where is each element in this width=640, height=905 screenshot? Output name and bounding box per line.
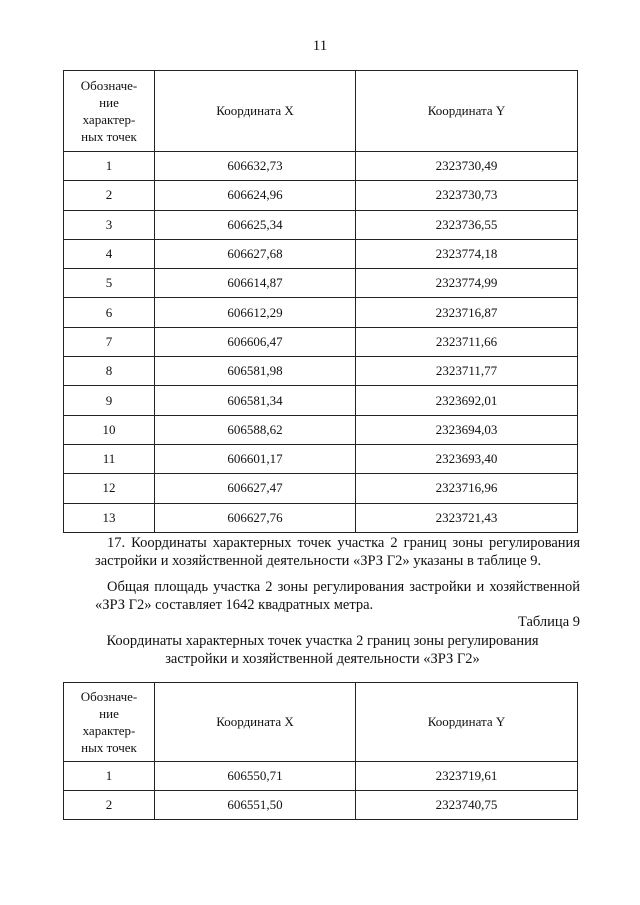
table-row — [64, 474, 578, 503]
point-id-cell: 4 — [64, 239, 155, 268]
table-row — [64, 210, 578, 239]
coord-x-cell: 606581,98 — [155, 357, 356, 386]
coord-y-cell: 2323711,77 — [356, 357, 578, 386]
coord-y-cell: 2323716,87 — [356, 298, 578, 327]
table-row — [64, 269, 578, 298]
coord-y-cell: 2323694,03 — [356, 415, 578, 444]
coord-x-cell: 606550,71 — [155, 762, 356, 791]
header-coord-x: Координата X — [155, 71, 356, 152]
coordinates-table-9 — [63, 682, 578, 820]
table-row — [64, 357, 578, 386]
point-id-cell: 6 — [64, 298, 155, 327]
coord-y-cell: 2323711,66 — [356, 327, 578, 356]
table-header-row — [64, 683, 578, 762]
coordinates-table-8 — [63, 70, 578, 533]
coord-x-cell: 606625,34 — [155, 210, 356, 239]
point-id-cell: 12 — [64, 474, 155, 503]
coord-x-cell: 606632,73 — [155, 152, 356, 181]
coord-y-cell: 2323740,75 — [356, 791, 578, 820]
coord-y-cell: 2323693,40 — [356, 444, 578, 473]
point-id-cell: 2 — [64, 791, 155, 820]
point-id-cell: 10 — [64, 415, 155, 444]
point-id-cell: 1 — [64, 762, 155, 791]
paragraph-17-text: 17. Координаты характерных точек участка 2 границ зоны регулирования застройки и хозяйственной деятельности «ЗРЗ Г2» указаны в таблице 9. — [95, 535, 580, 569]
coord-x-cell: 606627,47 — [155, 474, 356, 503]
coord-x-cell: 606627,68 — [155, 239, 356, 268]
table-row — [64, 239, 578, 268]
coord-y-cell: 2323692,01 — [356, 386, 578, 415]
point-id-cell: 2 — [64, 181, 155, 210]
table-row — [64, 386, 578, 415]
coord-y-cell: 2323730,73 — [356, 181, 578, 210]
coord-y-cell: 2323716,96 — [356, 474, 578, 503]
table-label: Таблица 9 — [517, 614, 580, 630]
point-id-cell: 5 — [64, 269, 155, 298]
coord-x-cell: 606581,34 — [155, 386, 356, 415]
coord-x-cell: 606624,96 — [155, 181, 356, 210]
coord-y-cell: 2323736,55 — [356, 210, 578, 239]
header-point-id: Обозначе- ние характер- ных точек — [64, 71, 155, 152]
paragraph-area-text: Общая площадь участка 2 зоны регулирования застройки и хозяйственной «ЗРЗ Г2» составляет 1642 квадратных метра. — [95, 579, 580, 613]
point-id-cell: 7 — [64, 327, 155, 356]
table-row — [64, 181, 578, 210]
point-id-cell: 1 — [64, 152, 155, 181]
table-caption: Координаты характерных точек участка 2 границ зоны регулирования застройки и хозяйственной деятельности «ЗРЗ Г2» — [106, 633, 539, 667]
coord-x-cell: 606612,29 — [155, 298, 356, 327]
coord-y-cell: 2323774,18 — [356, 239, 578, 268]
coord-y-cell: 2323719,61 — [356, 762, 578, 791]
point-id-cell: 13 — [64, 503, 155, 532]
header-coord-x: Координата X — [155, 683, 356, 762]
page-number: 11 — [312, 38, 328, 54]
coord-y-cell: 2323730,49 — [356, 152, 578, 181]
coord-x-cell: 606606,47 — [155, 327, 356, 356]
table-header-row — [64, 71, 578, 152]
point-id-cell: 11 — [64, 444, 155, 473]
point-id-cell: 3 — [64, 210, 155, 239]
coord-y-cell: 2323721,43 — [356, 503, 578, 532]
paragraph-area — [95, 578, 580, 614]
table-row — [64, 503, 578, 532]
table-row — [64, 791, 578, 820]
table-row — [64, 152, 578, 181]
table-row — [64, 415, 578, 444]
table-row — [64, 327, 578, 356]
paragraph-17 — [95, 534, 580, 570]
table-row — [64, 762, 578, 791]
coord-x-cell: 606627,76 — [155, 503, 356, 532]
coord-x-cell: 606601,17 — [155, 444, 356, 473]
coord-x-cell: 606614,87 — [155, 269, 356, 298]
header-coord-y: Координата Y — [356, 71, 578, 152]
table-row — [64, 298, 578, 327]
point-id-cell: 9 — [64, 386, 155, 415]
coord-y-cell: 2323774,99 — [356, 269, 578, 298]
point-id-cell: 8 — [64, 357, 155, 386]
header-point-id: Обозначе- ние характер- ных точек — [64, 683, 155, 762]
header-coord-y: Координата Y — [356, 683, 578, 762]
table-row — [64, 444, 578, 473]
coord-x-cell: 606551,50 — [155, 791, 356, 820]
coord-x-cell: 606588,62 — [155, 415, 356, 444]
